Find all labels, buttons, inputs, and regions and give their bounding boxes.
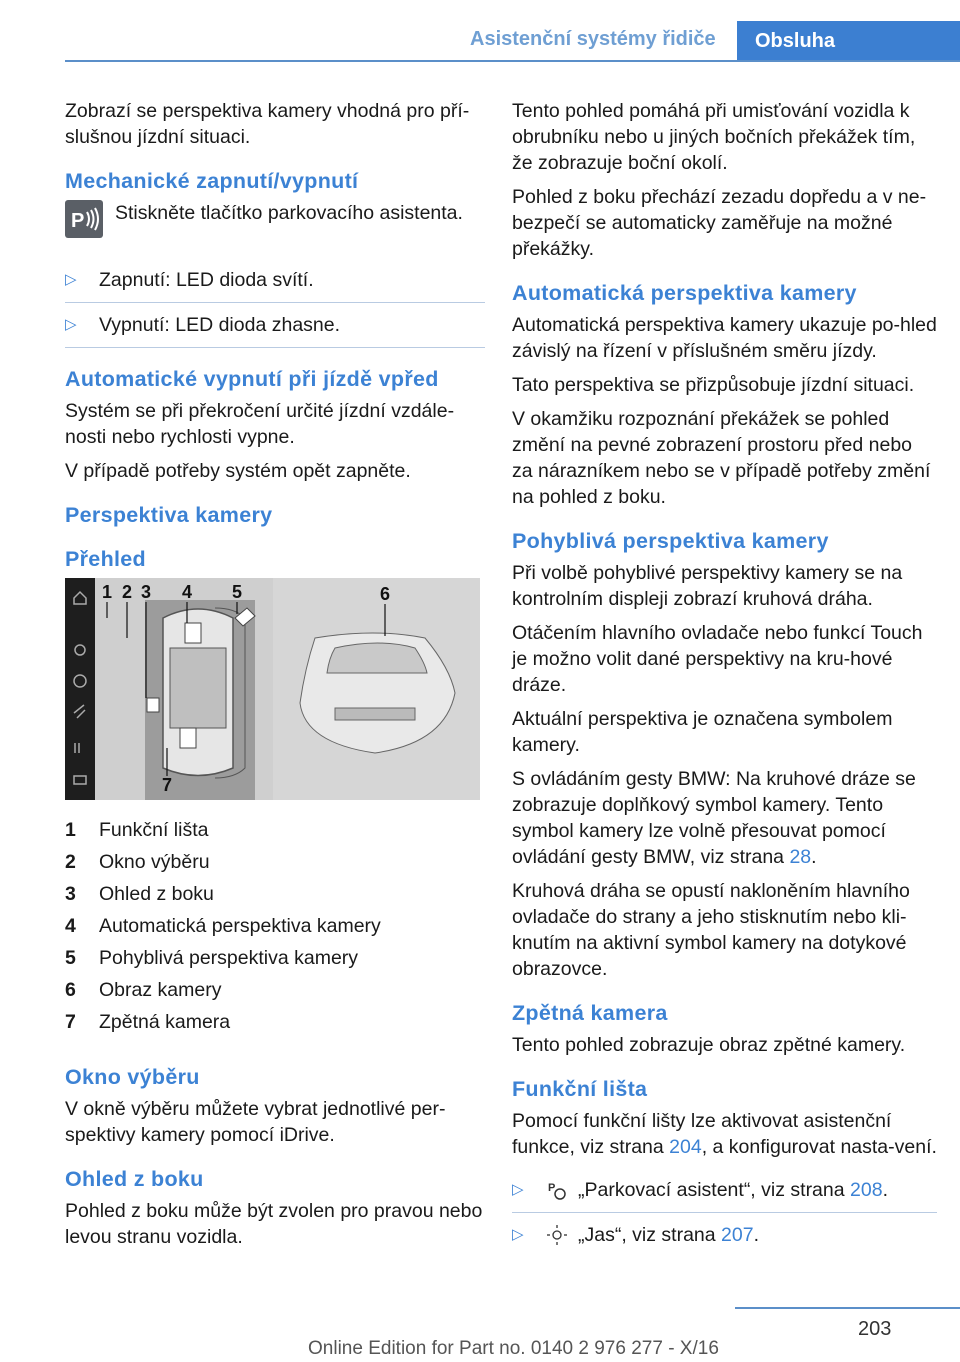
heading-auto-off: Automatické vypnutí při jízdě vpřed xyxy=(65,367,439,391)
auto-text-2: Tato perspektiva se přizpůsobuje jízdní situaci. xyxy=(512,374,915,396)
svg-text:7: 7 xyxy=(162,775,173,795)
auto-text-3: V okamžiku rozpoznání překážek se pohled změní na pevné zobrazení prostoru před nebo za nárazníkem nebo se v případě potřeby změní na pohled z boku. xyxy=(512,408,931,508)
heading-mechanical: Mechanické zapnutí/vypnutí xyxy=(65,169,359,193)
triangle-icon: ▷ xyxy=(512,1226,524,1243)
page-link[interactable]: 28 xyxy=(789,846,812,868)
function-bar-text: Pomocí funkční lišty lze aktivovat asistenční funkce, viz strana 204, a konfigurovat nasta-vení. xyxy=(512,1110,937,1158)
list-item: 7 Zpětná kamera xyxy=(65,1011,231,1033)
auto-off-text-2: V případě potřeby systém opět zapněte. xyxy=(65,460,411,482)
svg-text:1: 1 xyxy=(102,582,113,602)
list-item: ▷ Zapnutí: LED dioda svítí. xyxy=(65,258,485,303)
moving-text-5: Kruhová dráha se opustí nakloněním hlavního ovladače do strany a jeho stisknutím nebo kli-knutím na aktivní symbol kamery na dotykové obrazovce. xyxy=(512,880,910,980)
heading-rear-camera: Zpětná kamera xyxy=(512,1001,668,1025)
camera-view-illustration xyxy=(65,578,480,800)
svg-text:4: 4 xyxy=(182,582,193,602)
list-item: 2 Okno výběru xyxy=(65,851,210,873)
auto-text-1: Automatická perspektiva kamery ukazuje po-hled závislý na řízení v příslušném směru jízdy. xyxy=(512,314,937,362)
list-item: ▷ P „Parkovací asistent“, viz strana 208. xyxy=(512,1168,937,1213)
triangle-icon: ▷ xyxy=(512,1181,524,1198)
list-item: ▷ „Jas“, viz strana 207. xyxy=(512,1224,760,1246)
figure-legend xyxy=(65,814,485,1038)
brightness-icon xyxy=(546,1224,568,1246)
edition-note: Online Edition for Part no. 0140 2 976 277 - X/16 xyxy=(308,1338,719,1359)
selection-window-text: V okně výběru můžete vybrat jednotlivé per-spektivy kamery pomocí iDrive. xyxy=(65,1098,446,1146)
svg-text:6: 6 xyxy=(380,584,391,604)
list-item: ▷ Vypnutí: LED dioda zhasne. xyxy=(65,303,485,348)
heading-automatic-perspective: Automatická perspektiva kamery xyxy=(512,281,857,305)
mech-row xyxy=(65,200,485,238)
svg-text:3: 3 xyxy=(141,582,152,602)
rear-camera-text: Tento pohled zobrazuje obraz zpětné kamery. xyxy=(512,1034,906,1056)
moving-text-1: Při volbě pohyblivé perspektivy kamery se na kontrolním displeji zobrazí kruhová dráha. xyxy=(512,562,903,610)
heading-function-bar: Funkční lišta xyxy=(512,1077,648,1101)
side-view-text: Pohled z boku může být zvolen pro pravou nebo levou stranu vozidla. xyxy=(65,1200,483,1248)
footer-rule xyxy=(735,1307,960,1309)
heading-perspective: Perspektiva kamery xyxy=(65,503,273,527)
page-link[interactable]: 208 xyxy=(850,1179,883,1201)
list-item: 6 Obraz kamery xyxy=(65,979,222,1001)
moving-text-4: S ovládáním gesty BMW: Na kruhové dráze se zobrazuje doplňkový symbol kamery. Tento symbol kamery lze volně přesouvat pomocí ovládání gesty BMW, viz strana 28. xyxy=(512,768,916,868)
triangle-icon: ▷ xyxy=(65,271,77,288)
page-link[interactable]: 204 xyxy=(669,1136,702,1158)
list-item: 3 Ohled z boku xyxy=(65,883,214,905)
intro-text: Zobrazí se perspektiva kamery vhodná pro pří-slušnou jízdní situaci. xyxy=(65,100,470,148)
moving-text-3: Aktuální perspektiva je označena symbolem kamery. xyxy=(512,708,893,756)
svg-text:2: 2 xyxy=(122,582,133,602)
header-section: Asistenční systémy řidiče xyxy=(470,28,716,50)
right-column xyxy=(512,98,937,1257)
page-link[interactable]: 207 xyxy=(721,1224,754,1246)
header-chapter-tab: Obsluha xyxy=(737,21,960,62)
parking-assistant-button-icon xyxy=(65,200,103,238)
moving-text-2: Otáčením hlavního ovladače nebo funkcí Touch je možno volit dané perspektivy na kru-hové dráze. xyxy=(512,622,923,696)
svg-text:P: P xyxy=(71,210,85,232)
svg-text:5: 5 xyxy=(232,582,243,602)
list-item: 4 Automatická perspektiva kamery xyxy=(65,915,381,937)
header-rule xyxy=(65,60,960,62)
auto-off-text: Systém se při překročení určité jízdní vzdále-nosti nebo rychlosti vypne. xyxy=(65,400,455,448)
parking-assistant-icon xyxy=(546,1179,568,1201)
heading-selection-window: Okno výběru xyxy=(65,1065,200,1089)
svg-text:P: P xyxy=(548,1182,556,1194)
function-bullets xyxy=(512,1168,937,1257)
heading-overview: Přehled xyxy=(65,547,146,571)
heading-side-view: Ohled z boku xyxy=(65,1167,204,1191)
left-column xyxy=(65,98,485,1258)
mech-text: Stiskněte tlačítko parkovacího asistenta. xyxy=(115,202,463,224)
list-item: 5 Pohyblivá perspektiva kamery xyxy=(65,947,359,969)
heading-moving-perspective: Pohyblivá perspektiva kamery xyxy=(512,529,829,553)
triangle-icon: ▷ xyxy=(65,316,77,333)
list-item: 1 Funkční lišta xyxy=(65,819,209,841)
side-view-text-2: Pohled z boku přechází zezadu dopředu a v ne-bezpečí se automaticky zaměřuje na možné překážky. xyxy=(512,186,927,260)
page-number: 203 xyxy=(858,1318,892,1340)
bullet-list xyxy=(65,258,485,348)
side-view-text-cont: Tento pohled pomáhá při umisťování vozidla k obrubníku nebo u jiných bočních překážek tím, že zobrazuje boční okolí. xyxy=(512,100,916,174)
